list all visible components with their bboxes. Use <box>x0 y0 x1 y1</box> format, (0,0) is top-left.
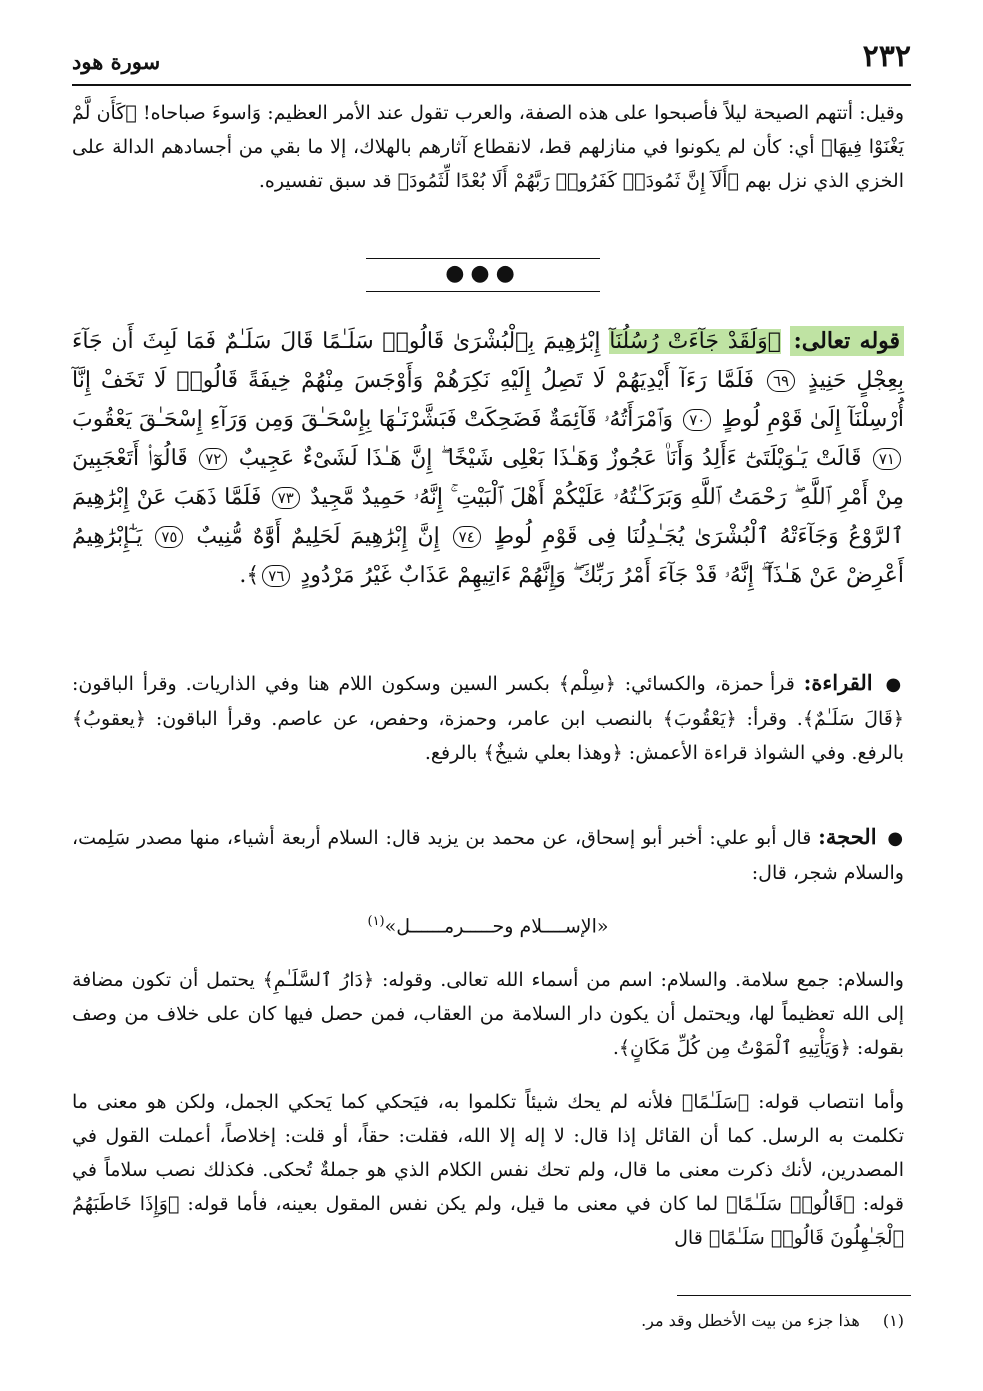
surah-name: سورة هود <box>72 49 161 74</box>
bullet-icon: ● <box>885 674 904 695</box>
verse-text: يَـٰٓإِبْرَٰهِيمُ أَعْرِضْ عَنْ هَـٰذَآ ۖ إِنَّهُۥ قَدْ جَآءَ أَمْرُ رَبِّكَ ۖ وَإِنَّهُمْ ءَاتِيهِمْ عَذَابٌ غَيْرُ مَرْدُودٍ <box>72 524 904 588</box>
separator-bottom-rule <box>366 291 600 292</box>
qiraa-section <box>72 666 904 770</box>
verse-text: قَالَتْ يَـٰوَيْلَتَىٰٓ ءَأَلِدُ وَأَنَا۠ عَجُوزٌ وَهَـٰذَا بَعْلِى شَيْخًا ۖ إِنَّ هَـٰذَا لَشَىْءٌ عَجِيبٌ <box>238 446 862 471</box>
bullet-icon: ● <box>887 828 904 849</box>
hujja-text: قال أبو علي: أخبر أبو إسحاق، عن محمد بن يزيد قال: السلام أربعة أشياء، منها مصدر سَلِمت، والسلام شجر، قال: <box>72 827 904 884</box>
header-rule <box>72 84 911 86</box>
poem-text: «الإســــلام وحـــــرمــــــل» <box>384 915 609 938</box>
poem-verse <box>72 905 904 943</box>
ayah-number-marker: ٧٦ <box>262 565 290 587</box>
verse-text: إِبْرَٰهِيمَ بِٱلْبُشْرَىٰ قَالُوا۟ سَلَـٰمًا قَالَ سَلَـٰمٌ فَمَا لَبِثَ أَن جَآءَ بِعِجْلٍ حَنِيذٍ <box>72 329 904 393</box>
footnote-rule <box>677 1295 911 1296</box>
ayah-number-marker: ٧٢ <box>199 448 227 470</box>
verse-closing: ﴾. <box>239 563 260 588</box>
footnote-text: هذا جزء من بيت الأخطل وقد مر. <box>641 1311 860 1330</box>
qiraa-text: قرأ حمزة، والكسائي: ﴿سِلْم﴾ بكسر السين وسكون اللام هنا وفي الذاريات. وقرأ الباقون: ﴿قَالَ سَلَـٰمٌ﴾. وقرأ: ﴿يَعْقُوبَ﴾ بالنصب ابن عامر، وحمزة، وحفص، عن عاصم. وقرأ الباقون: ﴿يعقوبُ﴾ بالرفع. وفي الشواذ قراءة الأعمش: ﴿وهذا بعلي شيخٌ﴾ بالرفع. <box>72 673 904 764</box>
footnote-reference: (١) <box>367 914 385 929</box>
verse-label: قوله تعالى: <box>790 326 904 356</box>
verse-text: وَٱمْرَأَتُهُۥ قَآئِمَةٌ فَضَحِكَتْ فَبَشَّرْنَـٰهَا بِإِسْحَـٰقَ وَمِن وَرَآءِ إِسْحَـٰقَ يَعْقُوبَ <box>72 407 674 432</box>
ayah-number-marker: ٧٣ <box>272 487 300 509</box>
page-header <box>72 32 911 80</box>
nasb-paragraph: وأما انتصاب قوله: ﴿سَلَـٰمًا﴾ فلأنه لم يحك شيئاً تكلموا به، فيَحكي كما يَحكي الجمل، ولكن هو معنى ما تكلمت به الرسل. كما أن القائل إذا قال: لا إله إلا الله، فقلت: حقاً، أو قلت: إخلاصاً، أعملت القول في المصدرين، لأنك ذكرت معنى ما قال، ولم تحك نفس الكلام الذي هو جملةٌ تُحكى. فكذلك نصب سلاماً في قوله: ﴿قَالُوا۟ سَلَـٰمًا﴾ لما كان في معنى ما قيل، ولم يكن نفس المقول بعينه، فأما قوله: ﴿وَإِذَا خَاطَبَهُمُ ٱلْجَـٰهِلُونَ قَالُوا۟ سَلَـٰمًا﴾ قال <box>72 1091 904 1249</box>
verse-highlighted-opening: ﴿وَلَقَدْ جَآءَتْ رُسُلُنَآ <box>609 329 781 354</box>
verse-text: قَالُوٓا۟ أَتَعْجَبِينَ مِنْ أَمْرِ ٱللَّهِ ۖ رَحْمَتُ ٱللَّهِ وَبَرَكَـٰتُهُۥ عَلَيْكُمْ أَهْلَ ٱلْبَيْتِ ۚ إِنَّهُۥ حَمِيدٌ مَّجِيدٌ <box>72 446 904 510</box>
hujja-heading: الحجة: <box>818 824 877 849</box>
verse-text: فَلَمَّا رَءَآ أَيْدِيَهُمْ لَا تَصِلُ إِلَيْهِ نَكِرَهُمْ وَأَوْجَسَ مِنْهُمْ خِيفَةً قَالُوا۟ لَا تَخَفْ إِنَّآ أُرْسِلْنَآ إِلَىٰ قَوْمِ لُوطٍ <box>72 368 904 432</box>
ayah-number-marker: ٧١ <box>873 448 901 470</box>
ayah-number-marker: ٧٤ <box>453 526 481 548</box>
qiraa-heading: القراءة: <box>803 670 873 695</box>
ayah-number-marker: ٧٠ <box>683 409 711 431</box>
section-separator <box>366 254 600 296</box>
quran-verses-block <box>72 322 904 595</box>
intro-paragraph: وقيل: أتتهم الصيحة ليلاً فأصبحوا على هذه الصفة، والعرب تقول عند الأمر العظيم: وَاسوءَ صباحاه! ﴿كَأَن لَّمْ يَغْنَوْا فِيهَا﴾ أي: كأن لم يكونوا في منازلهم قط، لانقطاع آثارهم بالهلاك، إلا ما بقي من أجسادهم الدالة على الخزي الذي نزل بهم ﴿أَلَآ إِنَّ ثَمُودَا۟ كَفَرُوا۟ رَبَّهُمْ أَلَا بُعْدًا لِّثَمُودَ﴾ قد سبق تفسيره. <box>72 102 904 192</box>
page-number: ٢٣٢ <box>862 39 911 74</box>
verse-text: فَلَمَّا ذَهَبَ عَنْ إِبْرَٰهِيمَ ٱلرَّوْعُ وَجَآءَتْهُ ٱلْبُشْرَىٰ يُجَـٰدِلُنَا فِى قَوْمِ لُوطٍ <box>72 485 904 549</box>
separator-dots: ●●● <box>445 261 521 286</box>
ayah-number-marker: ٧٥ <box>155 526 183 548</box>
verse-text: إِنَّ إِبْرَٰهِيمَ لَحَلِيمٌ أَوَّٰهٌ مُّنِيبٌ <box>196 524 440 549</box>
ayah-number-marker: ٦٩ <box>767 370 795 392</box>
footnote <box>72 1308 904 1334</box>
hujja-section <box>72 820 904 890</box>
footnote-number: (١) <box>882 1311 904 1330</box>
salam-paragraph: والسلام: جمع سلامة. والسلام: اسم من أسماء الله تعالى. وقوله: ﴿دَارُ ٱلسَّلَـٰمِ﴾ يحتمل أن تكون مضافة إلى الله تعظيماً لها، ويحتمل أن يكون دار السلامة من العقاب، فمن حصل فيها كان على خلاف من وصف بقوله: ﴿وَيَأْتِيهِ ٱلْمَوْتُ مِن كُلِّ مَكَانٍ﴾. <box>72 969 904 1059</box>
